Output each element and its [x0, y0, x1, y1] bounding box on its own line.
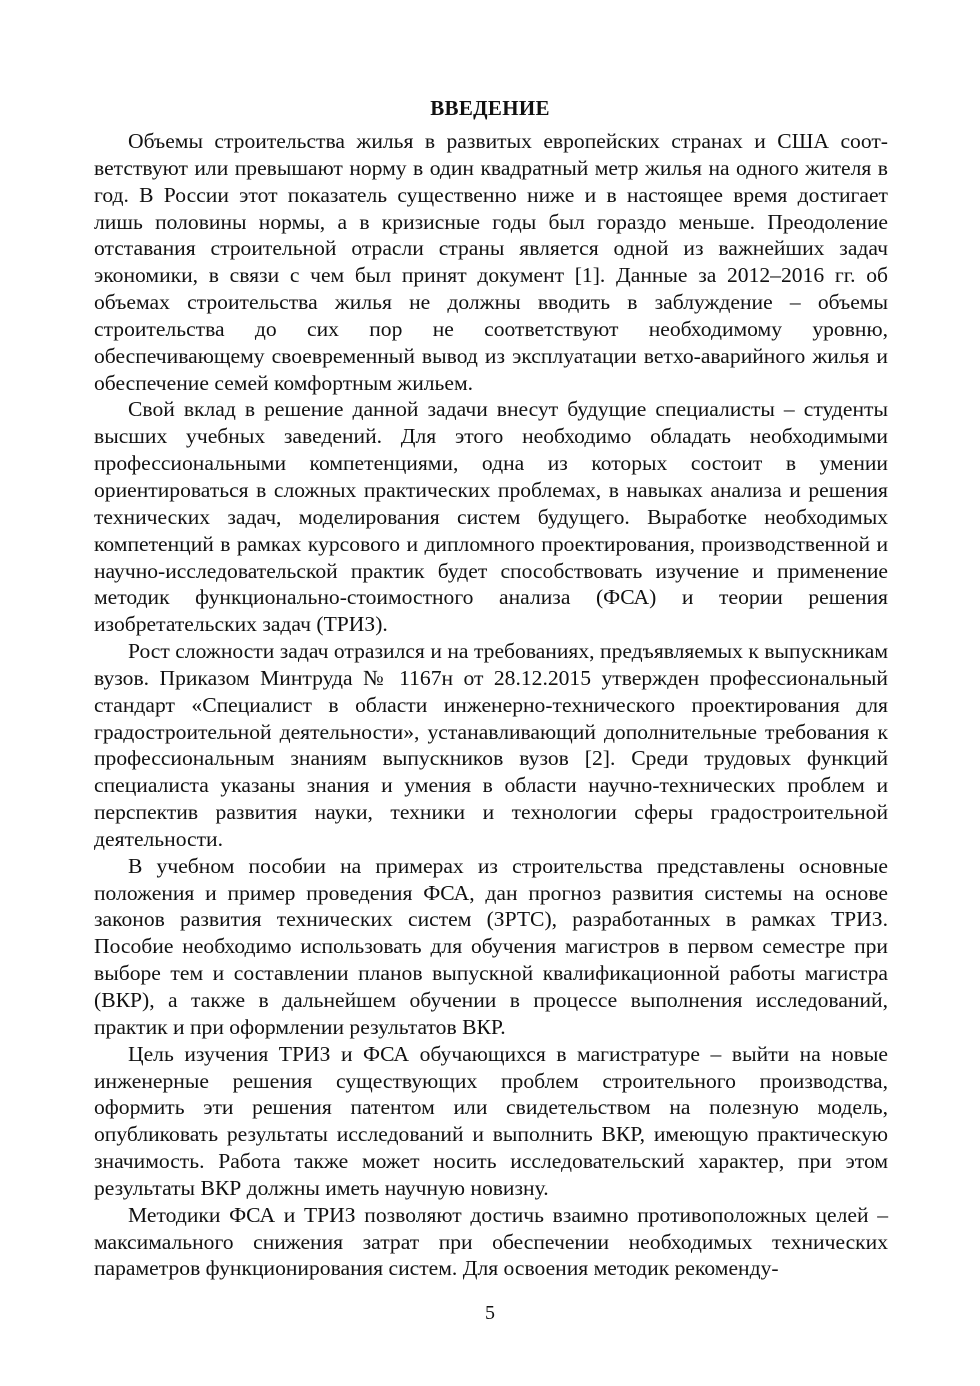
- page-number: 5: [485, 1302, 495, 1324]
- paragraph-1: Объемы строительства жилья в развитых европейских странах и США соответствуют или превышают норму в один квадратный метр жилья на одного жителя в год. В России этот показатель существенно ниже и в настоящее время достигает лишь половины нормы, а в кризисные годы был гораздо меньше. Преодоление отставания строительной отрасли страны является одной из важнейших задач экономики, в связи с чем был принят документ [1]. Данные за 2012–2016 гг. об объемах строительства жилья не должны вводить в заблуждение – объемы строительства до сих пор не соответствуют необходимому уровню, обеспечивающему своевременный вывод из эксплуатации ветхо-аварийного жилья и обеспечение семей комфортным жильем.: [94, 129, 888, 395]
- paragraph-4: В учебном пособии на примерах из строительства представлены основные положения и пример проведения ФСА, дан прогноз развития системы на основе законов развития технических систем (ЗРТС), разработанных в рамках ТРИЗ. Пособие необходимо использовать для обучения магистров в первом семестре при выборе тем и составлении планов выпускной квалификационной работы магистра (ВКР), а также в дальнейшем обучении в процессе выполнения исследований, практик и при оформлении результатов ВКР.: [94, 853, 888, 1039]
- paragraph-3: Рост сложности задач отразился и на требованиях, предъявляемых к выпускникам вузов. Приказом Минтруда № 1167н от 28.12.2015 утвержден профессиональный стандарт «Специалист в области инженерно-технического проектирования для градостроительной деятельности», устанавливающий дополнительные требования к профессиональным знаниям выпускников вузов [2]. Среди трудовых функций специалиста указаны знания и умения в области научно-технических проблем и перспектив развития науки, техники и технологии сферы градостроительной деятельности.: [94, 639, 888, 851]
- paragraph-2: Свой вклад в решение данной задачи внесут будущие специалисты – студенты высших учебных заведений. Для этого необходимо обладать необходимыми профессиональными компетенциями, одна из которых состоит в умении ориентироваться в сложных практических проблемах, в навыках анализа и решения технических задач, моделирования систем будущего. Выработке необходимых компетенций в рамках курсового и дипломного проектирования, производственной и научно-исследовательской практик будет способствовать изучение и применение методик функционально-стоимостного анализа (ФСА) и теории решения изобретательских задач (ТРИЗ).: [94, 397, 888, 637]
- paragraph-5: Цель изучения ТРИЗ и ФСА обучающихся в магистратуре – выйти на новые инженерные решения существующих проблем строительного производства, оформить эти решения патентом или свидетельством на полезную модель, опубликовать результаты исследований и выполнить ВКР, имеющую практическую значимость. Работа также может носить исследовательский характер, при этом результаты ВКР должны иметь научную новизну.: [94, 1041, 888, 1200]
- paragraph-6: Методики ФСА и ТРИЗ позволяют достичь взаимно противоположных целей – максимального снижения затрат при обеспечении необходимых технических параметров функционирования систем. Для освоения методик рекоменду-: [94, 1202, 888, 1281]
- page-title: ВВЕДЕНИЕ: [430, 96, 550, 120]
- body-text: [94, 128, 888, 1282]
